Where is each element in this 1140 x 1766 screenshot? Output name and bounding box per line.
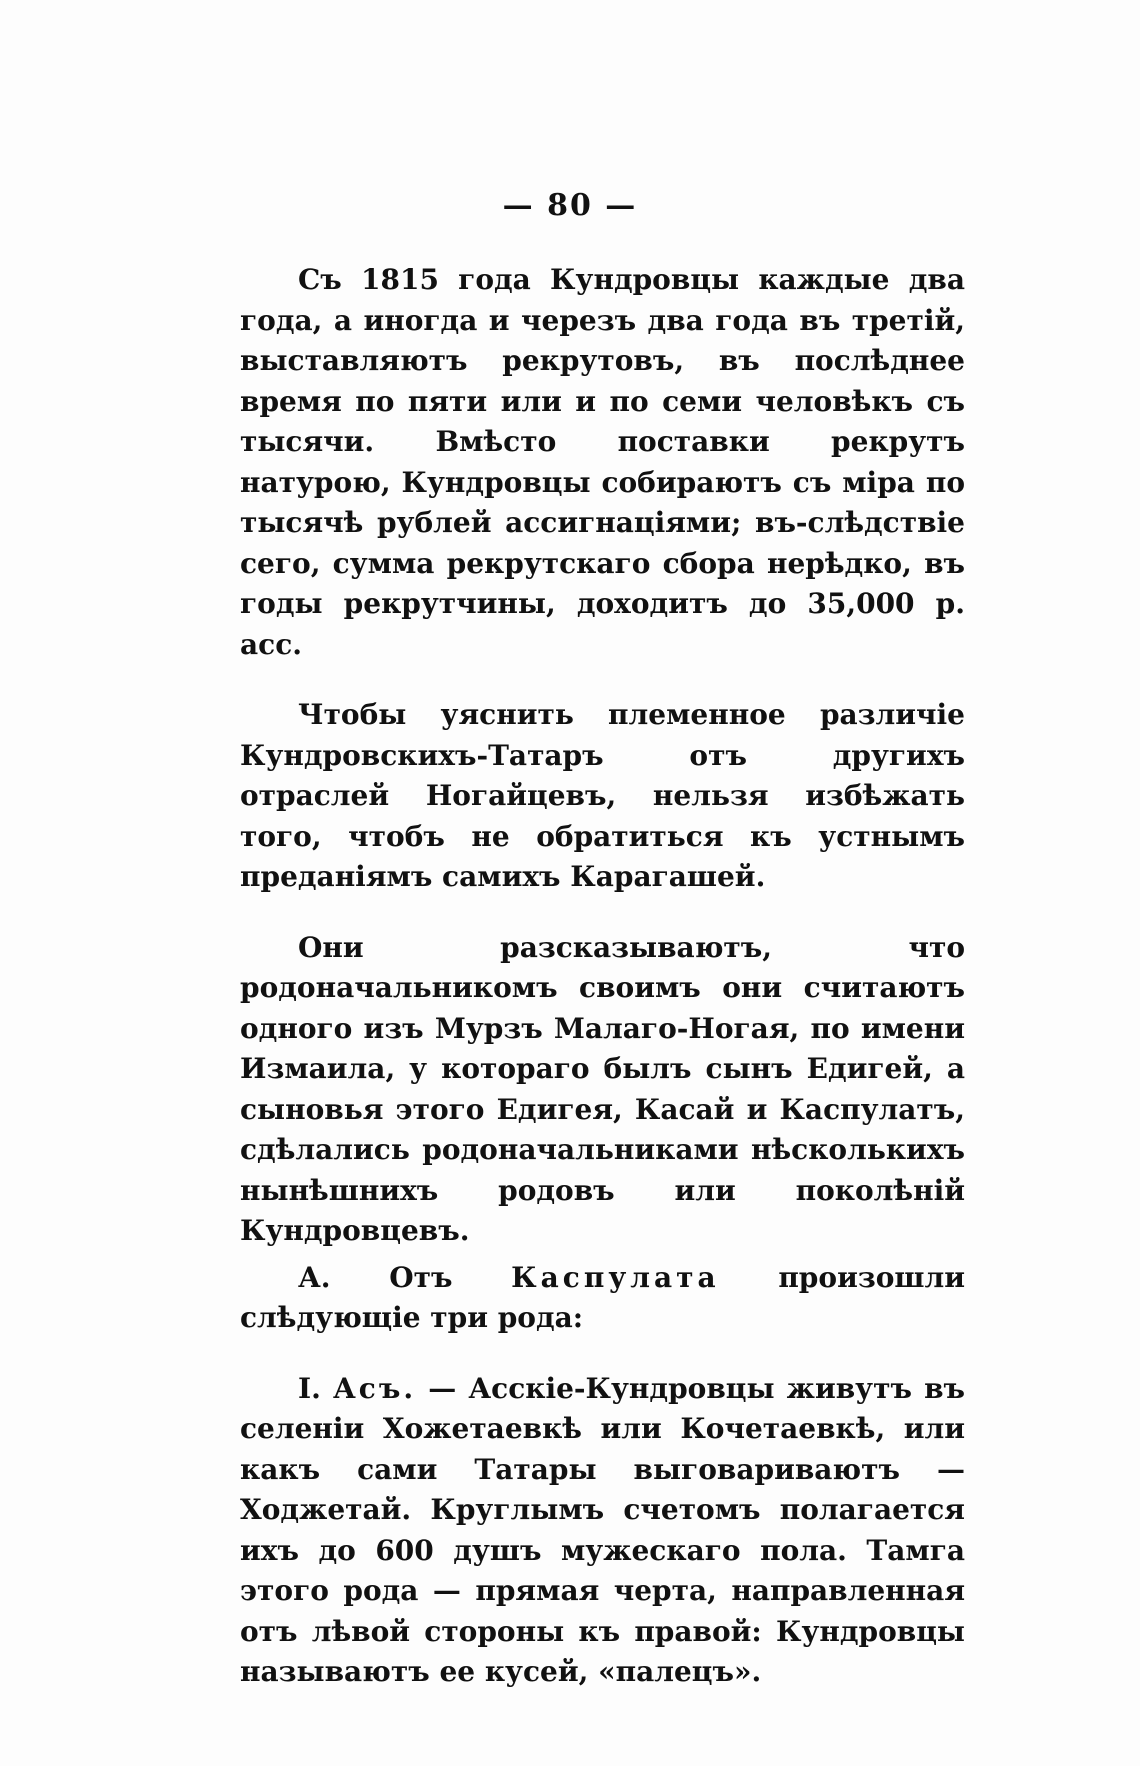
body-text [240, 260, 965, 1693]
paragraph-recruits: Съ 1815 года Кундровцы каждые два года, а иногда и черезъ два года въ третій, выставляютъ рекрутовъ, въ послѣднее время по пяти или и по семи человѣкъ съ тысячи. Вмѣсто поставки рекрутъ натурою, Кундровцы собираютъ съ міра по тысячѣ рублей ассигнаціями; въ-слѣдствіе сего, сумма рекрутскаго сбора нерѣдко, въ годы рекрутчины, доходитъ до 35,000 р. асс. [240, 263, 965, 661]
clan-description: — Асскіе-Кундровцы живутъ въ селеніи Хожетаевкѣ или Кочетаевкѣ, или какъ сами Татары выговариваютъ — Ходжетай. Круглымъ счетомъ полагается ихъ до 600 душъ мужескаго пола. Тамга этого рода — прямая черта, направленная отъ лѣвой стороны къ правой: Кундровцы называютъ ее кусей, «палецъ». [240, 1371, 965, 1688]
clan-name: Асъ. [332, 1371, 417, 1405]
clan-founder-name: Каспулата [511, 1260, 720, 1294]
page-number: — 80 — [502, 188, 638, 223]
paragraph-kaspulat-clans [240, 1258, 965, 1339]
paragraph-as-clan [240, 1369, 965, 1693]
paragraph-origin-legend: Они разсказываютъ, что родоначальникомъ своимъ они считаютъ одного изъ Мурзъ Малаго-Ногая, по имени Измаила, у котораго былъ сынъ Едигей, а сыновья этого Едигея, Касай и Каспулатъ, сдѣлались родоначальниками нѣсколькихъ нынѣшнихъ родовъ или поколѣній Кундровцевъ. [240, 930, 965, 1247]
clan-section-lead: А. Отъ [298, 1260, 512, 1294]
clan-number: I. [298, 1371, 333, 1405]
paragraph-tribal-difference: Чтобы уяснить племенное различіе Кундровскихъ-Татаръ отъ другихъ отраслей Ногайцевъ, нельзя избѣжать того, чтобъ не обратиться къ устнымъ преданіямъ самихъ Карагашей. [240, 698, 965, 893]
clan-section-rest: произошли слѣдующіе три рода: [240, 1260, 965, 1334]
